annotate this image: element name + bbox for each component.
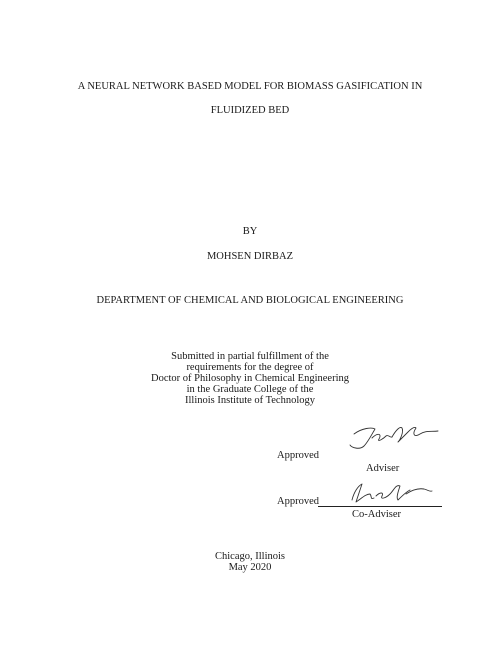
place-and-date — [0, 551, 500, 573]
location: Chicago, Illinois — [215, 551, 285, 562]
by-label: BY — [242, 226, 258, 237]
submission-line: Doctor of Philosophy in Chemical Engineering — [150, 373, 349, 384]
submission-statement — [0, 351, 500, 406]
author-name: MOHSEN DIRBAZ — [206, 251, 294, 262]
adviser-role: Adviser — [366, 463, 400, 474]
department-name: DEPARTMENT OF CHEMICAL AND BIOLOGICAL ENGINEERING — [96, 295, 404, 306]
co-adviser-signature — [344, 480, 434, 506]
submission-line: in the Graduate College of the — [186, 384, 314, 395]
adviser-signature — [342, 420, 442, 452]
co-adviser-role: Co-Adviser — [352, 509, 401, 520]
submission-date: May 2020 — [228, 562, 272, 573]
co-adviser-signature-line — [318, 506, 442, 507]
approved-label-2: Approved — [277, 496, 319, 507]
submission-line: Illinois Institute of Technology — [184, 395, 315, 406]
approved-label-1: Approved — [277, 450, 319, 461]
submission-line: requirements for the degree of — [186, 362, 314, 373]
submission-line: Submitted in partial fulfillment of the — [171, 351, 329, 362]
thesis-title-line-1: A NEURAL NETWORK BASED MODEL FOR BIOMASS GASIFICATION IN — [77, 81, 423, 92]
thesis-title-line-2: FLUIDIZED BED — [210, 105, 290, 116]
